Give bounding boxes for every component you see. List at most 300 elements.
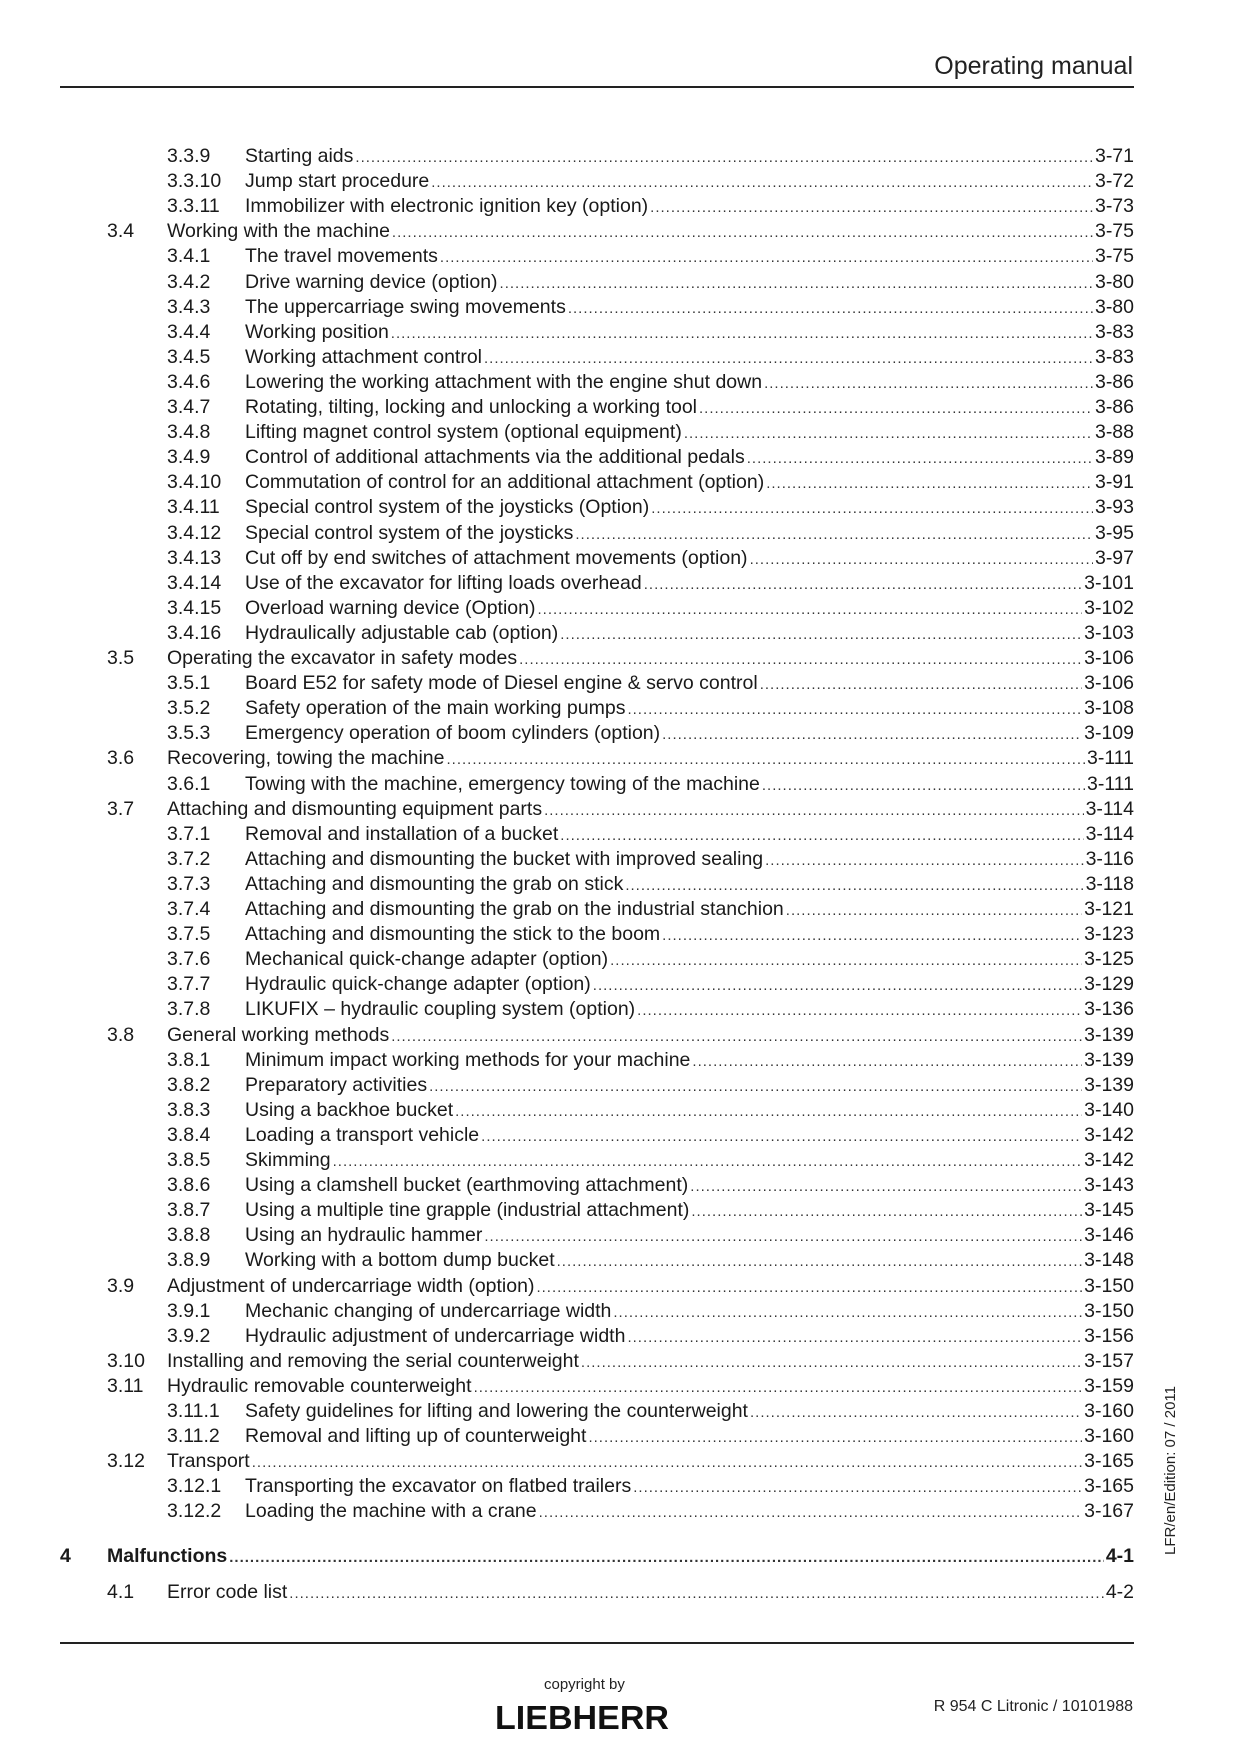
toc-entry-line [245,847,1134,873]
toc-entry-title: Skimming [245,1149,331,1171]
toc-leader-dots [539,1500,1083,1525]
toc-entry[interactable] [0,219,1240,244]
toc-entry-title: Emergency operation of boom cylinders (option) [245,722,661,745]
toc-entry[interactable] [0,571,1240,596]
toc-entry[interactable] [0,1123,1240,1148]
toc-entry[interactable] [0,1023,1240,1048]
toc-entry-line [245,596,1134,622]
toc-entry-line [245,420,1134,446]
toc-entry[interactable] [0,1098,1240,1123]
toc-leader-dots [651,496,1093,521]
toc-entry-title: Attaching and dismounting the grab on stick [245,872,624,895]
toc-entry-title: Commutation of control for an additional attachment (option) [245,471,765,494]
toc-entry-number: 3.4.8 [167,421,211,444]
toc-entry-number: 3.8.3 [167,1098,211,1121]
toc-entry-line [245,320,1134,346]
toc-entry-title: Rotating, tilting, locking and unlocking a working tool [245,396,698,418]
toc-entry[interactable] [0,596,1240,621]
toc-entry-line [245,244,1134,270]
toc-entry-title: Preparatory activities [245,1073,428,1096]
toc-entry[interactable] [0,772,1240,797]
toc-leader-dots [575,522,1093,547]
toc-entry-title: Attaching and dismounting the bucket with improved sealing [245,847,764,870]
toc-entry-page: 3-89 [1094,446,1134,469]
toc-leader-dots [568,296,1093,321]
toc-entry-page: 3-150 [1084,1274,1134,1297]
toc-leader-dots [355,145,1093,170]
toc-leader-dots [747,446,1093,471]
toc-leader-dots [662,923,1082,948]
toc-entry[interactable] [0,445,1240,470]
toc-entry-line [245,295,1134,321]
toc-entry-page: 3-160 [1084,1400,1134,1422]
toc-entry-number: 3.4.13 [167,546,222,569]
toc-entry-line [245,1299,1134,1325]
toc-entry-title: Removal and installation of a bucket [245,822,559,845]
toc-entry[interactable] [0,922,1240,947]
toc-entry-line [167,1349,1134,1375]
toc-entry-number: 3.4.10 [167,471,222,494]
toc-entry-title: Special control system of the joysticks [245,521,574,544]
toc-leader-dots [229,1545,1104,1570]
toc-entry-page: 3-136 [1084,998,1134,1021]
toc-entry-title: General working methods [167,1023,390,1046]
toc-entry-page: 3-71 [1094,145,1134,167]
toc-entry[interactable] [0,822,1240,847]
toc-entry-line [245,822,1134,848]
toc-entry[interactable] [0,721,1240,746]
toc-entry-line [245,997,1134,1023]
toc-entry-page: 3-150 [1084,1299,1134,1322]
toc-entry-number: 3.8.4 [167,1123,211,1146]
toc-entry-number: 3.7.4 [167,898,211,920]
toc-entry-page: 3-73 [1094,195,1134,218]
toc-entry-number: 3.5 [107,647,135,669]
toc-entry-title: Transporting the excavator on flatbed trailers [245,1475,632,1498]
toc-entry-number: 3.4.12 [167,521,222,544]
toc-entry[interactable] [0,1580,1240,1605]
toc-entry-number: 3.7.8 [167,998,211,1021]
toc-leader-dots [633,1475,1082,1500]
toc-leader-dots [391,321,1093,346]
toc-leader-dots [500,271,1093,296]
toc-entry-number: 3.10 [107,1349,145,1372]
toc-leader-dots [650,195,1093,220]
toc-entry-number: 3.4.9 [167,446,211,469]
toc-entry-title: Transport [167,1450,250,1473]
toc-entry-page: 3-146 [1084,1224,1134,1247]
toc-entry[interactable] [0,144,1240,169]
toc-entry-title: Working with the machine [167,220,390,243]
toc-entry-title: Error code list [167,1580,288,1603]
toc-entry-line [245,1324,1134,1350]
toc-entry-page: 3-142 [1084,1123,1134,1146]
toc-entry-number: 3.8.6 [167,1174,211,1197]
toc-entry[interactable] [0,395,1240,420]
toc-entry-number: 3.9 [107,1274,135,1297]
toc-entry-line [245,495,1134,521]
footer-rule [60,1642,1134,1644]
toc-entry-number: 3.12.2 [167,1500,222,1523]
toc-entry-page: 3-160 [1084,1425,1134,1448]
toc-entry-number: 3.7.7 [167,973,211,996]
toc-entry-number: 3.12.1 [167,1475,222,1498]
toc-entry-title: Using a clamshell bucket (earthmoving attachment) [245,1174,689,1197]
toc-leader-dots [392,220,1093,245]
toc-entry-line [245,1073,1134,1099]
toc-entry-page: 3-159 [1084,1374,1134,1397]
toc-entry-page: 3-106 [1084,647,1134,669]
toc-entry-page: 3-143 [1084,1174,1134,1197]
toc-entry[interactable] [0,696,1240,721]
toc-entry-page: 3-102 [1084,596,1134,619]
toc-entry-number: 3.5.3 [167,722,211,745]
toc-entry-page: 3-93 [1094,496,1134,519]
toc-entry[interactable] [0,1148,1240,1173]
toc-entry[interactable] [0,671,1240,696]
toc-entry-title: Special control system of the joysticks (Option) [245,496,650,519]
toc-entry[interactable] [0,370,1240,395]
toc-entry-line [245,721,1134,747]
toc-entry-title: Mechanical quick-change adapter (option) [245,948,609,971]
toc-entry-line [245,671,1134,697]
toc-entry-title: Lowering the working attachment with the engine shut down [245,370,763,393]
toc-entry-page: 3-72 [1094,170,1134,193]
toc-leader-dots [690,1174,1082,1199]
toc-leader-dots [519,647,1082,672]
toc-entry-number: 3.6 [107,747,135,770]
toc-entry[interactable] [0,797,1240,822]
toc-entry-number: 3.5.2 [167,697,211,720]
toc-entry-number: 3.3.11 [167,195,220,218]
toc-entry[interactable] [0,420,1240,445]
toc-leader-dots [613,1300,1082,1325]
toc-leader-dots [588,1425,1082,1450]
toc-leader-dots [691,1199,1082,1224]
toc-entry[interactable] [0,1073,1240,1098]
toc-entry-number: 3.4.16 [167,621,222,644]
toc-leader-dots [536,1275,1082,1300]
toc-entry-number: 3.3.10 [167,170,222,193]
toc-entry[interactable] [0,897,1240,922]
logo-text: LIEBHERR [495,1700,670,1734]
toc-entry-title: Cut off by end switches of attachment movements (option) [245,546,748,569]
toc-entry[interactable] [0,1474,1240,1499]
toc-entry-number: 3.7.2 [167,847,211,870]
toc-entry-title: Drive warning device (option) [245,270,498,293]
toc-entry[interactable] [0,1248,1240,1273]
toc-entry[interactable] [0,746,1240,771]
toc-entry[interactable] [0,972,1240,997]
toc-entry-title: Starting aids [245,145,354,167]
toc-entry-number: 3.4 [107,220,135,243]
toc-entry-page: 3-83 [1094,345,1134,368]
toc-entry[interactable] [0,1349,1240,1374]
toc-entry[interactable] [0,872,1240,897]
toc-leader-dots [692,1049,1082,1074]
toc-leader-dots [557,1249,1083,1274]
toc-entry-title: Overload warning device (Option) [245,596,536,619]
toc-entry-number: 3.11.1 [167,1400,220,1422]
toc-entry-page: 3-91 [1094,471,1134,494]
toc-entry-line [245,521,1134,547]
toc-entry-title: Safety operation of the main working pumps [245,697,626,720]
toc-entry-title: Use of the excavator for lifting loads overhead [245,571,642,594]
toc-entry-number: 3.5.1 [167,672,211,695]
toc-leader-dots [252,1450,1082,1475]
toc-entry-title: Working attachment control [245,345,482,368]
toc-entry-title: Immobilizer with electronic ignition key (option) [245,195,649,218]
toc-leader-dots [637,998,1082,1023]
toc-entry-number: 3.4.14 [167,571,222,594]
toc-leader-dots [786,898,1082,923]
toc-entry-title: Adjustment of undercarriage width (option) [167,1274,535,1297]
toc-entry[interactable] [0,470,1240,495]
toc-entry-line [167,1580,1134,1606]
toc-entry-line [245,470,1134,496]
liebherr-logo [493,1700,671,1734]
toc-leader-dots [764,371,1093,396]
toc-entry-number: 3.4.3 [167,295,211,318]
toc-entry[interactable] [0,646,1240,671]
toc-entry-line [245,1499,1134,1525]
toc-entry-title: Using a multiple tine grapple (industrial attachment) [245,1199,690,1222]
toc-entry-title: Loading a transport vehicle [245,1123,480,1146]
toc-entry[interactable] [0,1424,1240,1449]
toc-entry-title: Safety guidelines for lifting and lowering the counterweight [245,1400,748,1422]
toc-entry-page: 3-114 [1085,822,1134,845]
toc-entry-title: Jump start procedure [245,170,430,193]
toc-entry-page: 3-80 [1094,270,1134,293]
toc-entry-title: Recovering, towing the machine [167,747,445,770]
toc-entry-line [245,169,1134,195]
toc-entry-page: 3-116 [1085,847,1134,870]
toc-entry[interactable] [0,521,1240,546]
copyright-text: copyright by [544,1676,625,1693]
toc-entry-line [245,922,1134,948]
toc-entry-line [245,1399,1134,1425]
toc-entry-line [167,1449,1134,1475]
toc-leader-dots [627,697,1082,722]
toc-leader-dots [644,572,1082,597]
toc-entry[interactable] [0,495,1240,520]
toc-entry-title: Working position [245,320,389,343]
toc-entry-title: LIKUFIX – hydraulic coupling system (option) [245,998,636,1021]
toc-entry-title: Hydraulic quick-change adapter (option) [245,973,591,996]
toc-entry-page: 3-121 [1084,898,1134,920]
toc-leader-dots [662,722,1082,747]
toc-leader-dots [610,948,1082,973]
toc-entry[interactable] [0,320,1240,345]
toc-entry-title: Installing and removing the serial counterweight [167,1349,579,1372]
toc-entry-number: 3.8.8 [167,1224,211,1247]
toc-entry-title: Hydraulic adjustment of undercarriage width [245,1324,626,1347]
toc-entry-page: 3-125 [1084,948,1134,971]
toc-entry-number: 3.7.6 [167,948,211,971]
toc-entry-title: Control of additional attachments via the additional pedals [245,446,745,469]
toc-leader-dots [765,848,1083,873]
toc-entry[interactable] [0,1399,1240,1424]
toc-entry-line [245,772,1134,798]
toc-leader-dots [750,1400,1082,1425]
toc-entry-page: 3-80 [1094,295,1134,318]
toc-entry-line [245,194,1134,220]
toc-entry-page: 3-167 [1084,1500,1134,1523]
toc-entry-line [167,1274,1134,1300]
toc-entry[interactable] [0,1324,1240,1349]
toc-entry-line [245,897,1134,923]
toc-entry[interactable] [0,244,1240,269]
toc-entry[interactable] [0,546,1240,571]
toc-entry-title: Attaching and dismounting the stick to the boom [245,923,661,946]
toc-entry-title: Hydraulically adjustable cab (option) [245,621,559,644]
toc-entry-number: 3.4.2 [167,270,211,293]
toc-entry-line [245,972,1134,998]
toc-entry-page: 3-139 [1084,1048,1134,1071]
toc-entry[interactable] [0,1449,1240,1474]
toc-entry[interactable] [0,1544,1240,1569]
toc-entry-title: Board E52 for safety mode of Diesel engine & servo control [245,672,758,695]
toc-entry[interactable] [0,997,1240,1022]
toc-entry-line [245,345,1134,371]
toc-entry-page: 3-109 [1084,722,1134,745]
toc-entry-page: 4-1 [1105,1544,1134,1567]
toc-entry[interactable] [0,1299,1240,1324]
toc-entry-page: 3-97 [1094,546,1134,569]
toc-entry[interactable] [0,1499,1240,1524]
toc-leader-dots [627,1325,1082,1350]
toc-entry-line [245,1424,1134,1450]
toc-entry-page: 3-88 [1094,421,1134,444]
header-rule [60,86,1134,88]
toc-entry-page: 3-86 [1094,370,1134,393]
toc-entry-page: 3-75 [1094,245,1134,268]
toc-entry-page: 3-108 [1084,697,1134,720]
toc-entry[interactable] [0,847,1240,872]
toc-entry-line [245,1048,1134,1074]
document-id: R 954 C Litronic / 10101988 [933,1698,1133,1715]
toc-leader-dots [544,798,1083,823]
toc-leader-dots [750,547,1093,572]
toc-entry[interactable] [0,169,1240,194]
edition-note: LFR/en/Edition: 07 / 2011 [1162,1386,1179,1555]
toc-leader-dots [762,773,1085,798]
toc-entry-title: Attaching and dismounting the grab on the industrial stanchion [245,898,784,920]
toc-entry-line [245,395,1134,421]
toc-entry[interactable] [0,947,1240,972]
toc-entry-page: 3-165 [1084,1475,1134,1498]
toc-leader-dots [560,823,1083,848]
toc-leader-dots [289,1581,1104,1606]
toc-entry-number: 4 [60,1544,71,1567]
toc-entry-number: 3.8.5 [167,1149,211,1171]
toc-entry[interactable] [0,1223,1240,1248]
toc-leader-dots [560,622,1082,647]
toc-entry-title: Working with a bottom dump bucket [245,1249,555,1272]
toc-entry[interactable] [0,295,1240,320]
toc-entry[interactable] [0,1173,1240,1198]
toc-entry-line [245,1248,1134,1274]
toc-entry-line [245,947,1134,973]
toc-entry-number: 3.4.4 [167,320,211,343]
toc-entry-line [167,1023,1134,1049]
toc-entry-page: 3-111 [1087,772,1134,795]
toc-leader-dots [625,873,1083,898]
toc-entry-line [245,1148,1134,1174]
toc-entry-page: 3-106 [1084,672,1134,695]
toc-entry-line [167,797,1134,823]
toc-entry[interactable] [0,1374,1240,1399]
toc-entry-line [245,872,1134,898]
toc-entry[interactable] [0,270,1240,295]
toc-entry-title: Loading the machine with a crane [245,1500,537,1523]
toc-entry[interactable] [0,1274,1240,1299]
toc-entry-page: 3-145 [1084,1199,1134,1222]
toc-entry-number: 3.7.5 [167,923,211,946]
toc-leader-dots [766,471,1093,496]
toc-entry-line [245,1098,1134,1124]
toc-leader-dots [431,170,1093,195]
toc-entry-line [245,144,1134,170]
toc-entry-number: 3.9.2 [167,1324,211,1347]
toc-entry[interactable] [0,1048,1240,1073]
toc-entry-title: The uppercarriage swing movements [245,295,566,318]
toc-entry-number: 3.9.1 [167,1299,211,1322]
toc-entry-line [245,546,1134,572]
toc-entry-title: Lifting magnet control system (optional equipment) [245,421,682,444]
toc-entry-number: 3.4.6 [167,370,211,393]
toc-entry[interactable] [0,621,1240,646]
toc-entry-line [245,270,1134,296]
toc-entry-title: The travel movements [245,245,438,268]
toc-entry-page: 3-165 [1084,1450,1134,1473]
toc-entry-line [245,1223,1134,1249]
toc-entry-number: 3.4.15 [167,596,222,619]
toc-entry-title: Mechanic changing of undercarriage width [245,1299,612,1322]
toc-entry-number: 3.4.11 [167,496,220,519]
toc-entry-line [167,1374,1134,1400]
toc-entry-number: 3.8 [107,1023,135,1046]
toc-entry-page: 3-95 [1094,521,1134,544]
header-title: Operating manual [934,52,1133,80]
toc-entry[interactable] [0,194,1240,219]
toc-entry-title: Malfunctions [107,1544,228,1567]
toc-entry-number: 3.11 [107,1374,144,1397]
toc-entry-title: Operating the excavator in safety modes [167,647,518,669]
toc-leader-dots [474,1375,1083,1400]
toc-leader-dots [440,245,1093,270]
toc-entry-line [245,571,1134,597]
toc-entry-number: 3.12 [107,1450,145,1473]
toc-entry[interactable] [0,1198,1240,1223]
toc-entry-page: 3-111 [1087,747,1134,770]
toc-entry-title: Hydraulic removable counterweight [167,1374,472,1397]
toc-entry-title: Using an hydraulic hammer [245,1224,483,1247]
toc-entry-title: Attaching and dismounting equipment parts [167,797,543,820]
toc-entry-line [167,219,1134,245]
toc-entry-page: 3-86 [1094,396,1134,418]
toc-entry-number: 3.11.2 [167,1425,220,1448]
toc-entry-page: 3-129 [1084,973,1134,996]
toc-leader-dots [760,672,1082,697]
toc-entry-page: 3-156 [1084,1324,1134,1347]
toc-entry-number: 3.7.1 [167,822,211,845]
toc-entry[interactable] [0,345,1240,370]
toc-entry-number: 3.8.2 [167,1073,211,1096]
toc-entry-page: 3-123 [1084,923,1134,946]
toc-entry-line [245,445,1134,471]
toc-entry-number: 3.7 [107,797,135,820]
